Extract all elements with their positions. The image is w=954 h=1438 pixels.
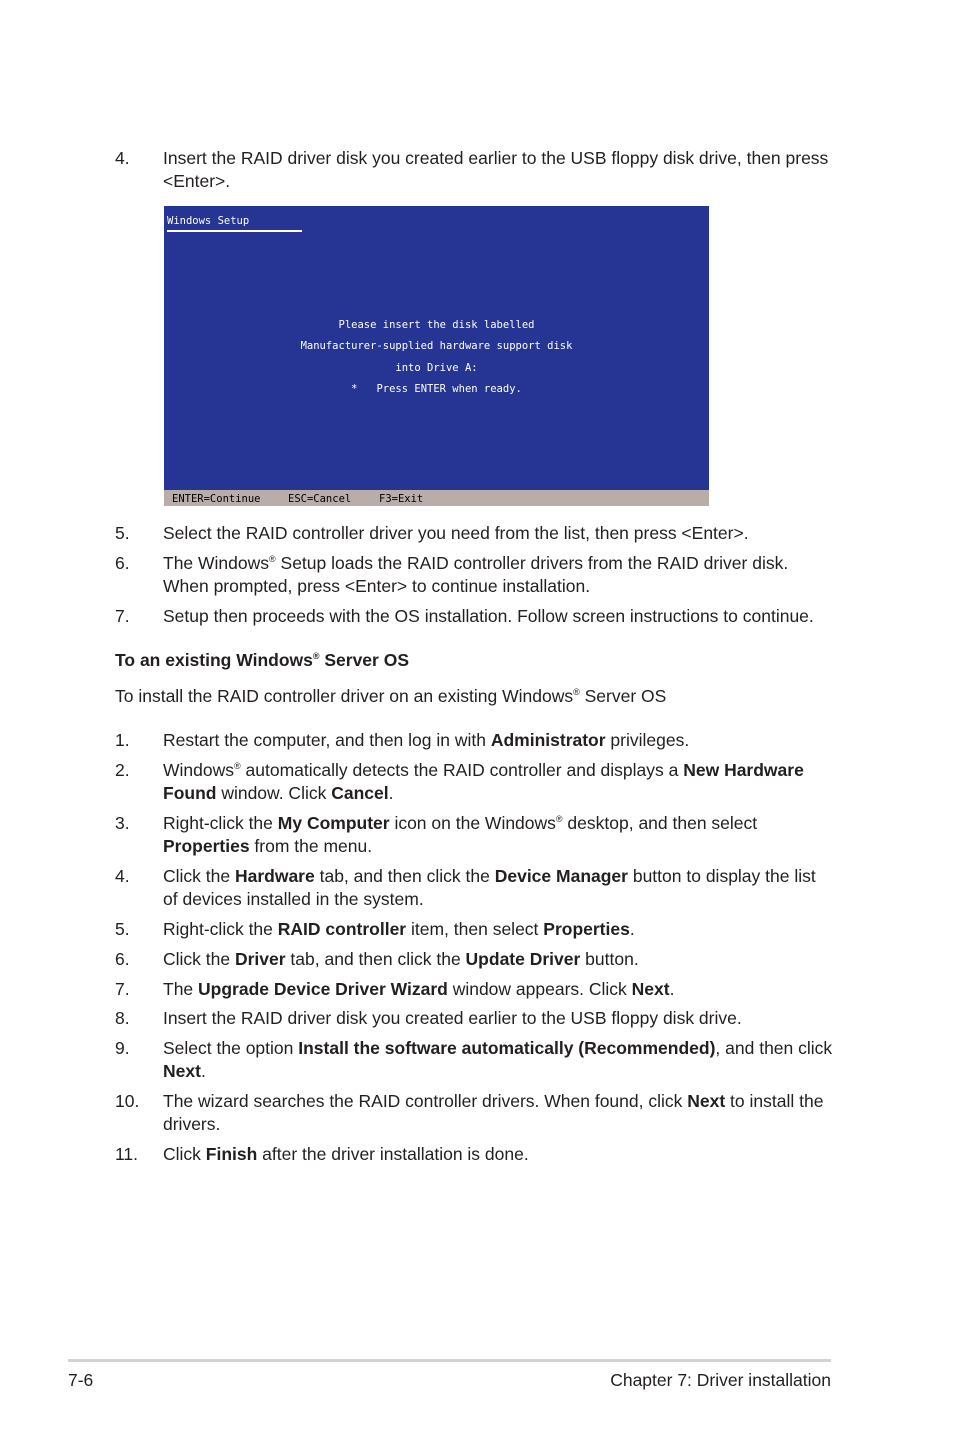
setup-message-line: Manufacturer-supplied hardware support disk: [300, 340, 573, 352]
setup-message-line: Please insert the disk labelled: [338, 319, 535, 331]
setup-message-line: into Drive A:: [395, 362, 478, 374]
step-text: The Windows® Setup loads the RAID controller drivers from the RAID driver disk. When prompted, press <Enter> to continue installation.: [163, 553, 789, 596]
section-intro: To install the RAID controller driver on an existing Windows® Server OS: [115, 686, 667, 706]
step-number: 4.: [115, 148, 130, 168]
list-item: [115, 552, 835, 598]
step-number: 7.: [115, 606, 130, 626]
f3-exit-key: F3=Exit: [379, 493, 424, 505]
esc-cancel-key: ESC=Cancel: [288, 493, 352, 505]
page-number: 7-6: [68, 1370, 94, 1390]
windows-setup-screen: [164, 206, 709, 506]
list-item: 11. Click Finish after the driver installation is done.: [115, 1144, 529, 1164]
list-item: 10. The wizard searches the RAID controller drivers. When found, click Next to install the drivers.: [115, 1091, 824, 1134]
list-item: [115, 605, 835, 628]
setup-title: Windows Setup: [167, 215, 250, 227]
list-item: 6. Click the Driver tab, and then click the Update Driver button.: [115, 949, 639, 969]
title-underline: [167, 230, 302, 232]
chapter-title: Chapter 7: Driver installation: [610, 1370, 831, 1390]
list-item: [115, 522, 835, 545]
list-item: 1. Restart the computer, and then log in with Administrator privileges.: [115, 730, 690, 750]
footer-divider: [68, 1359, 831, 1362]
list-item: 2. Windows® automatically detects the RAID controller and displays a New Hardware Found window. Click Cancel.: [115, 760, 804, 803]
setup-status-bar: [164, 490, 709, 506]
step-text: Insert the RAID driver disk you created earlier to the USB floppy disk drive, then press <Enter>.: [163, 148, 829, 191]
enter-continue-key: ENTER=Continue: [172, 493, 261, 505]
list-item: 4. Click the Hardware tab, and then click the Device Manager button to display the list of devices installed in the system.: [115, 866, 816, 909]
step-text: Select the RAID controller driver you need from the list, then press <Enter>.: [163, 523, 749, 543]
step-number: 5.: [115, 523, 130, 543]
list-item: 9. Select the option Install the software automatically (Recommended), and then click Next.: [115, 1038, 833, 1081]
step-text: Setup then proceeds with the OS installation. Follow screen instructions to continue.: [163, 606, 814, 626]
list-item: 3. Right-click the My Computer icon on the Windows® desktop, and then select Properties from the menu.: [115, 813, 758, 856]
list-item: 7. The Upgrade Device Driver Wizard window appears. Click Next.: [115, 979, 675, 999]
step-number: 6.: [115, 553, 130, 573]
setup-message-line: * Press ENTER when ready.: [351, 383, 522, 395]
list-item: [115, 147, 835, 193]
list-item: 8. Insert the RAID driver disk you created earlier to the USB floppy disk drive.: [115, 1008, 742, 1028]
section-heading: To an existing Windows® Server OS: [115, 650, 409, 670]
list-item: 5. Right-click the RAID controller item, then select Properties.: [115, 919, 635, 939]
